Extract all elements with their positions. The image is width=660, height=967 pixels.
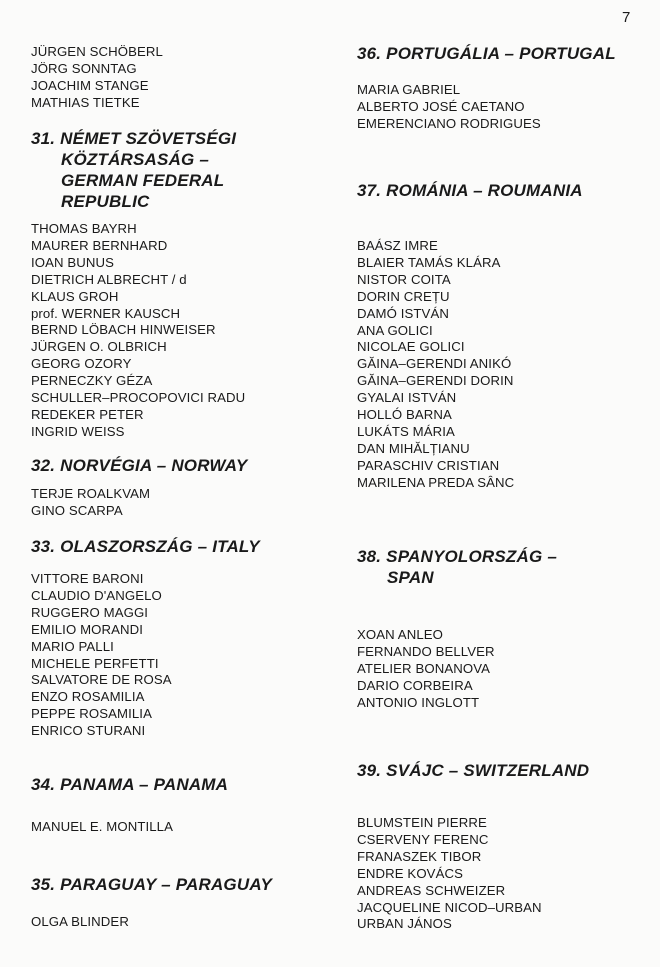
section-number: 34. <box>31 775 56 794</box>
section-number: 35. <box>31 875 56 894</box>
list-item: RUGGERO MAGGI <box>31 604 149 620</box>
list-item: THOMAS BAYRH <box>31 221 137 236</box>
list-item: URBAN JÁNOS <box>357 916 452 932</box>
section-number: 38. <box>357 547 382 566</box>
list-item: JÜRGEN SCHÖBERL <box>31 44 163 59</box>
name-list-36 <box>357 82 647 133</box>
section-heading <box>357 180 647 201</box>
list-item: BERND LÖBACH HINWEISER <box>31 322 216 338</box>
list-item: BAÁSZ IMRE <box>357 238 438 253</box>
list-item: JACQUELINE NICOD–URBAN <box>357 899 542 915</box>
section-34 <box>31 774 331 795</box>
continued-name-list <box>31 44 331 112</box>
list-item: JÜRGEN O. OLBRICH <box>31 339 167 355</box>
name-list-39 <box>357 815 647 933</box>
list-item: MICHELE PERFETTI <box>31 655 159 671</box>
section-37 <box>357 180 647 201</box>
section-heading <box>31 874 331 895</box>
list-item: ENDRE KOVÁCS <box>357 865 463 881</box>
list-item: DAMÓ ISTVÁN <box>357 305 449 321</box>
list-item: JOACHIM STANGE <box>31 77 149 93</box>
name-list-34 <box>31 819 331 836</box>
section-number: 39. <box>357 761 382 780</box>
list-item: PERNECZKY GÉZA <box>31 373 153 389</box>
list-item: SCHULLER–PROCOPOVICI RADU <box>31 390 246 406</box>
list-item: LUKÁTS MÁRIA <box>357 423 455 439</box>
list-item: BLUMSTEIN PIERRE <box>357 815 487 830</box>
name-list-38 <box>357 627 647 712</box>
section-number: 32. <box>31 456 56 475</box>
section-heading <box>31 774 331 795</box>
section-heading <box>357 760 647 781</box>
list-item: DAN MIHĂLȚIANU <box>357 440 470 456</box>
section-title-line: PARAGUAY – PARAGUAY <box>60 875 273 894</box>
list-item: PEPPE ROSAMILIA <box>31 706 152 722</box>
list-item: VITTORE BARONI <box>31 571 144 586</box>
section-31 <box>31 128 331 212</box>
section-title-line: NÉMET SZÖVETSÉGI <box>60 129 237 148</box>
section-heading <box>31 128 331 212</box>
section-title-line: NORVÉGIA – NORWAY <box>60 456 248 475</box>
section-number: 33. <box>31 537 56 556</box>
list-item: NISTOR COITA <box>357 271 451 287</box>
list-item: ENRICO STURANI <box>31 723 146 739</box>
list-item: REDEKER PETER <box>31 406 144 422</box>
name-list-33 <box>31 571 331 740</box>
list-item: DIETRICH ALBRECHT / d <box>31 271 187 287</box>
list-item: XOAN ANLEO <box>357 627 444 642</box>
section-title-line: SPANYOLORSZÁG – <box>386 547 557 566</box>
list-item: SALVATORE DE ROSA <box>31 672 172 688</box>
list-item: MARIA GABRIEL <box>357 82 461 97</box>
section-title-line: GERMAN FEDERAL <box>61 171 225 190</box>
section-number: 37. <box>357 181 382 200</box>
list-item: ENZO ROSAMILIA <box>31 689 145 705</box>
list-item: NICOLAE GOLICI <box>357 339 465 355</box>
list-item: ANTONIO INGLOTT <box>357 694 480 710</box>
list-item: GINO SCARPA <box>31 502 123 518</box>
section-35 <box>31 874 331 895</box>
section-number: 36. <box>357 44 382 63</box>
list-item: MANUEL E. MONTILLA <box>31 819 174 834</box>
section-heading <box>31 536 331 557</box>
name-list-31 <box>31 221 331 441</box>
list-item: ALBERTO JOSÉ CAETANO <box>357 98 525 114</box>
section-title-line: OLASZORSZÁG – ITALY <box>60 537 260 556</box>
list-item: MATHIAS TIETKE <box>31 94 140 110</box>
section-38 <box>357 546 647 588</box>
list-item: KLAUS GROH <box>31 288 119 304</box>
section-title-line: KÖZTÁRSASÁG – <box>61 150 210 169</box>
section-title-line: SPAN <box>387 568 434 587</box>
list-item: CSERVENY FERENC <box>357 831 489 847</box>
list-item: ATELIER BONANOVA <box>357 660 491 676</box>
list-item: EMILIO MORANDI <box>31 621 144 637</box>
list-item: EMERENCIANO RODRIGUES <box>357 115 541 131</box>
section-33 <box>31 536 331 557</box>
list-item: CLAUDIO D'ANGELO <box>31 587 162 603</box>
section-heading <box>31 455 331 476</box>
list-item: GYALAI ISTVÁN <box>357 390 457 406</box>
list-item: DARIO CORBEIRA <box>357 677 473 693</box>
list-item: PARASCHIV CRISTIAN <box>357 457 500 473</box>
section-32 <box>31 455 331 476</box>
section-title-line: REPUBLIC <box>61 192 150 211</box>
list-item: INGRID WEISS <box>31 423 125 439</box>
list-item: DORIN CREȚU <box>357 288 450 304</box>
list-item: IOAN BUNUS <box>31 254 115 270</box>
list-item: ANDREAS SCHWEIZER <box>357 882 506 898</box>
page-number: 7 <box>622 9 631 26</box>
list-item: ANA GOLICI <box>357 322 433 338</box>
list-item: JÖRG SONNTAG <box>31 60 137 76</box>
list-item: FERNANDO BELLVER <box>357 643 495 659</box>
section-heading <box>357 43 647 64</box>
list-item: GEORG OZORY <box>31 356 132 372</box>
section-number: 31. <box>31 129 56 148</box>
list-item: MAURER BERNHARD <box>31 237 168 253</box>
section-title-line: ROMÁNIA – ROUMANIA <box>386 181 583 200</box>
list-item: OLGA BLINDER <box>31 914 129 929</box>
list-item: FRANASZEK TIBOR <box>357 848 482 864</box>
list-item: TERJE ROALKVAM <box>31 486 151 501</box>
list-item: prof. WERNER KAUSCH <box>31 305 181 321</box>
list-item: MARILENA PREDA SÂNC <box>357 474 515 490</box>
section-title-line: PANAMA – PANAMA <box>60 775 229 794</box>
list-item: BLAIER TAMÁS KLÁRA <box>357 254 501 270</box>
section-heading <box>357 546 647 588</box>
section-title-line: PORTUGÁLIA – PORTUGAL <box>386 44 616 63</box>
list-item: MARIO PALLI <box>31 638 114 654</box>
section-36 <box>357 43 647 64</box>
list-item: GĂINA–GERENDI DORIN <box>357 373 514 389</box>
section-title-line: SVÁJC – SWITZERLAND <box>386 761 590 780</box>
name-list-37 <box>357 238 647 492</box>
name-list-32 <box>31 486 331 520</box>
list-item: GĂINA–GERENDI ANIKÓ <box>357 356 512 372</box>
name-list-35 <box>31 914 331 931</box>
section-39 <box>357 760 647 781</box>
list-item: HOLLÓ BARNA <box>357 407 452 423</box>
